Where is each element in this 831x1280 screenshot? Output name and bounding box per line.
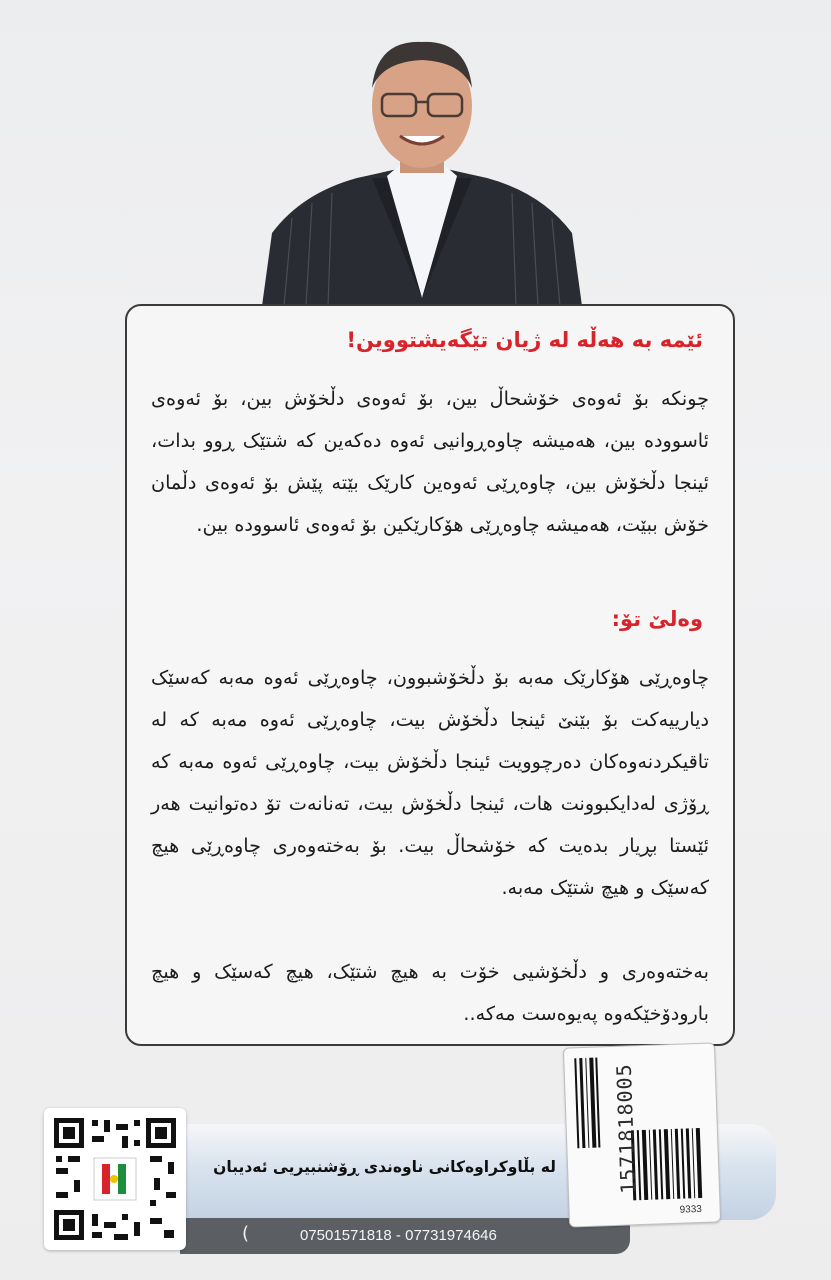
barcode-sticker	[563, 1042, 721, 1227]
phone-numbers: 07501571818 - 07731974646	[300, 1227, 497, 1244]
barcode-number: 1571818005	[611, 1062, 641, 1195]
author-portrait	[262, 28, 582, 306]
barcode-icon	[564, 1043, 720, 1226]
paragraph-3: بەختەوەری و دڵخۆشیی خۆت بە هیچ شتێک، هیچ کەسێک و هیچ بارودۆخێکەوە پەیوەست مەکە..	[151, 960, 709, 1025]
qr-code-card	[44, 1108, 186, 1250]
paragraph-1: چونکە بۆ ئەوەی خۆشحاڵ بین، بۆ ئەوەی دڵخۆش بین، بۆ ئەوەی ئاسوودە بین، هەمیشە چاوەڕوانیی ئەوە دەکەین کە شتێک ڕوو بدات، ئینجا دڵخۆش بین، چاوەڕێی ئەوەین کارێک بێتە پێش بۆ ئەوەی دڵمان خۆش ببێت، هەمیشە چاوەڕێی هۆکارێکین بۆ ئەوەی ئاسوودە بین.	[151, 387, 709, 536]
phone-paren: (	[242, 1223, 250, 1244]
publisher-line: لە بڵاوکراوەکانی ناوەندی ڕۆشنبیریی ئەدیبان	[213, 1158, 556, 1176]
barcode-suffix: 9333	[679, 1203, 703, 1216]
main-heading: ئێمە بە هەڵە لە ژیان تێگەیشتووین!	[346, 328, 703, 352]
qr-code-icon	[50, 1114, 180, 1244]
paragraph-2: چاوەڕێی هۆکارێک مەبە بۆ دڵخۆشبوون، چاوەڕێی ئەوە مەبە کەسێک دیارییەکت بۆ بێنێ ئینجا دڵخۆش بیت، چاوەڕێی ئەوە مەبە کە لە تاقیکردنەوەکان دەرچوویت ئینجا دڵخۆش بیت، چاوەڕێی ئەوە مەبە کە ڕۆژی لەدایکبوونت هات، ئینجا دڵخۆش بیت، تەنانەت تۆ دەتوانیت هەر ئێستا بڕیار بدەیت کە خۆشحاڵ بیت. بۆ بەختەوەری چاوەڕێی هیچ کەسێک و هیچ شتێک مەبە.	[151, 666, 709, 899]
back-cover-text-box	[125, 304, 735, 1046]
kurdistan-flag-logo-icon	[94, 1158, 136, 1200]
sub-heading-but-you: وەلێ تۆ:	[611, 607, 703, 631]
